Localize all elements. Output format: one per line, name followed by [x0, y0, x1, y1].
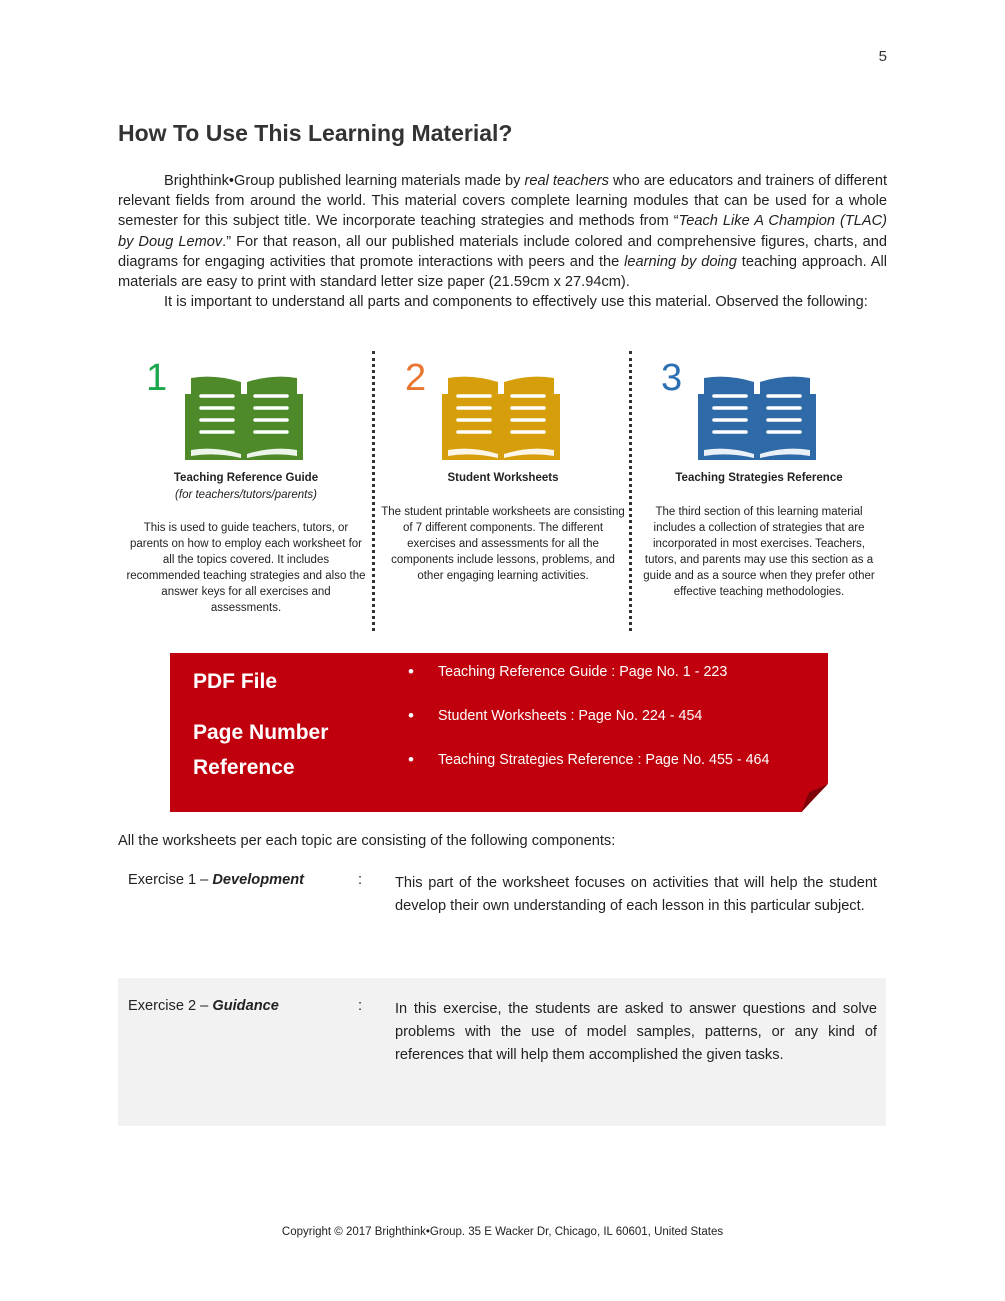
intro-text-3: .” For that reason, all our published materials include colored and comprehensive figures, charts, and diagrams for engaging activities that promote interactions with peers and the [118, 233, 887, 270]
pdf-reference-subtitle: Page Number Reference [193, 721, 329, 779]
section-heading: Teaching Strategies Reference [675, 472, 843, 484]
intro-paragraph-2: It is important to understand all parts and components to effectively use this material. Observed the following: [164, 294, 868, 311]
exercise-description: In this exercise, the students are asked to answer questions and solve problems with the use of model samples, patterns, or any kind of references that will help them accomplished the given tasks. [395, 1001, 877, 1063]
section-number: 3 [661, 357, 683, 399]
open-book-icon [698, 374, 816, 460]
section-number: 1 [146, 357, 168, 399]
section-description: The student printable worksheets are consisting of 7 different components. The different exercises and assessments for all the components include lessons, problems, and other engaging learning activities. [381, 506, 625, 582]
open-book-icon [185, 374, 303, 460]
exercise-separator: : [358, 872, 363, 888]
exercise-label [128, 872, 304, 888]
intro-text-1: Brighthink•Group published learning materials made by [164, 173, 525, 189]
exercise-label [128, 998, 279, 1014]
intro-text-4: teaching approach. All materials are easy to print with standard letter size paper (21.59cm x 27.94cm). [118, 253, 888, 291]
page-number: 5 [878, 48, 887, 65]
page-title: How To Use This Learning Material? [118, 120, 513, 146]
intro-text [118, 171, 887, 312]
open-book-icon [442, 374, 560, 460]
intro-emphasis-tlac: Teach Like A Champion (TLAC) by Doug Lemov [118, 213, 888, 250]
exercise-row [118, 864, 886, 970]
intro-emphasis-real-teachers: real teachers [524, 173, 609, 189]
section-heading: Student Worksheets [447, 472, 559, 484]
components-intro: All the worksheets per each topic are consisting of the following components: [118, 833, 616, 849]
exercise-description: This part of the worksheet focuses on activities that will help the student develop their own understanding of each lesson in this particular subject. [395, 875, 877, 914]
pdf-reference-item: • Teaching Strategies Reference : Page No. 455 - 464 [405, 748, 769, 792]
pdf-reference-item: • Teaching Reference Guide : Page No. 1 - 223 [405, 660, 769, 704]
pdf-reference-title: PDF File [193, 670, 278, 693]
section-description: The third section of this learning material includes a collection of strategies that are incorporated in most exercises. Teachers, tutors, and parents may use this section as a guide and as a source when they prefer other effective teaching methodologies. [643, 506, 875, 598]
section-heading: Teaching Reference Guide [173, 472, 319, 484]
exercise-row [118, 978, 886, 1126]
exercise-label-prefix: Exercise 1 – [128, 872, 213, 888]
intro-text-2: who are educators and trainers of different relevant fields from around the world. This material covers complete learning modules that can be used for a whole semester for this subject title. We incorporate teaching strategies and methods from “ [118, 173, 887, 230]
exercise-label-name: Guidance [212, 998, 279, 1014]
intro-emphasis-learning-by-doing: learning by doing [624, 253, 737, 270]
section-subheading: (for teachers/tutors/parents) [175, 489, 317, 501]
section-description: This is used to guide teachers, tutors, or parents on how to employ each worksheet for all the topics covered. It includes recommended teaching strategies and also the answer keys for all exercises and assessments. [126, 522, 366, 614]
exercise-label-name: Development [212, 872, 304, 888]
pdf-reference-list [405, 660, 769, 792]
column-divider [629, 351, 632, 631]
exercise-label-prefix: Exercise 2 – [128, 998, 213, 1014]
footer-copyright: Copyright © 2017 Brighthink•Group. 35 E Wacker Dr, Chicago, IL 60601, United States [281, 1226, 724, 1238]
section-number: 2 [405, 357, 427, 399]
exercise-separator: : [358, 998, 363, 1014]
intro-paragraph-1 [118, 171, 887, 292]
pdf-reference-item: • Student Worksheets : Page No. 224 - 454 [405, 704, 769, 748]
